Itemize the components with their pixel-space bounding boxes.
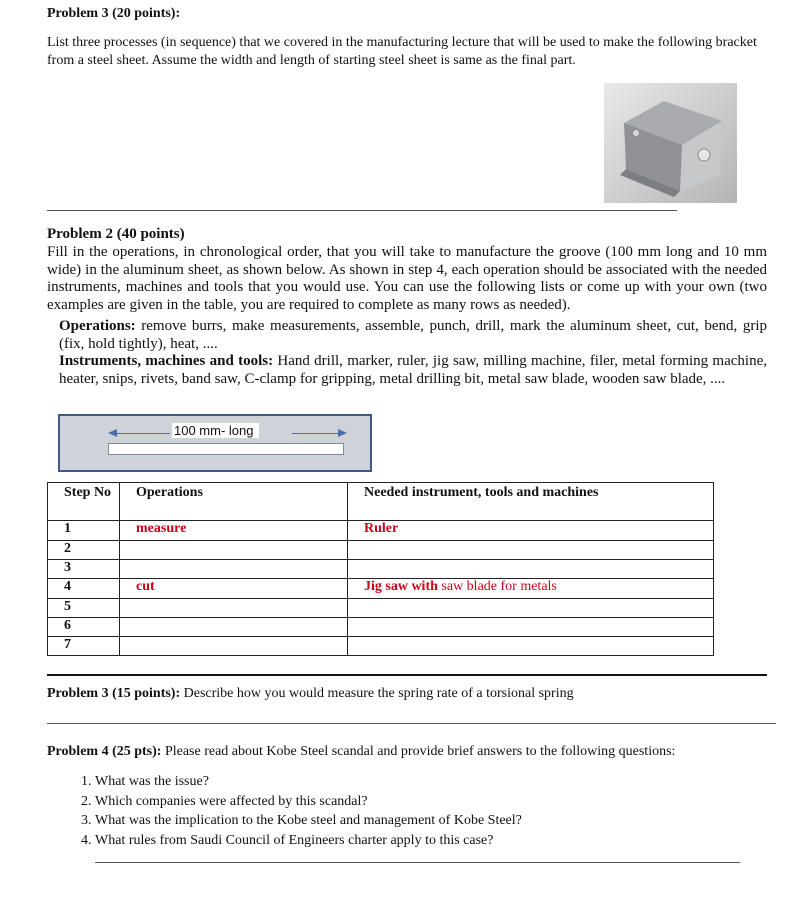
operation-cell[interactable]: cut xyxy=(120,579,348,599)
arrow-left xyxy=(110,433,170,434)
step-number: 1 xyxy=(48,521,120,541)
divider xyxy=(47,210,677,211)
table-row xyxy=(48,560,714,579)
divider xyxy=(95,862,740,863)
list-item: 2. Which companies were affected by this scandal? xyxy=(95,792,522,812)
divider xyxy=(47,723,776,724)
header-step: Step No xyxy=(48,483,120,521)
tool-cell[interactable]: Ruler xyxy=(348,521,714,541)
arrow-left-head-icon xyxy=(108,428,118,438)
header-tools: Needed instrument, tools and machines xyxy=(348,483,714,521)
table-row xyxy=(48,521,714,541)
tool-cell[interactable] xyxy=(348,560,714,579)
operation-cell[interactable]: measure xyxy=(120,521,348,541)
groove-diagram xyxy=(58,414,372,472)
table-header xyxy=(48,483,714,521)
arrow-right-head-icon xyxy=(338,428,348,438)
tools-list: Instruments, machines and tools: Hand drill, marker, ruler, jig saw, milling machine, filer, metal forming machine, heater, snips, rivets, band saw, C-clamp for gripping, metal drilling bit, metal saw blade, wooden saw blade, .... xyxy=(59,353,767,387)
operation-cell[interactable] xyxy=(120,637,348,656)
problem3: Problem 3 (15 points): Describe how you would measure the spring rate of a torsional spring xyxy=(47,686,574,701)
step-number: 3 xyxy=(48,560,120,579)
tool-cell[interactable] xyxy=(348,599,714,618)
step-number: 4 xyxy=(48,579,120,599)
groove-length-label: 100 mm- long xyxy=(172,423,259,438)
operation-cell[interactable] xyxy=(120,599,348,618)
problem2-title: Problem 2 (40 points) xyxy=(47,226,185,242)
list-item: 4. What rules from Saudi Council of Engineers charter apply to this case? xyxy=(95,831,522,851)
step-number: 7 xyxy=(48,637,120,656)
operation-cell[interactable] xyxy=(120,541,348,560)
problem3-top-title: Problem 3 (20 points): xyxy=(47,6,181,21)
tool-cell[interactable]: Jig saw with saw blade for metals xyxy=(348,579,714,599)
table-row xyxy=(48,618,714,637)
question-list xyxy=(70,772,522,850)
step-number: 5 xyxy=(48,599,120,618)
arrow-right xyxy=(292,433,344,434)
problem3-top-text: List three processes (in sequence) that we covered in the manufacturing lecture that will be used to make the following bracket from a steel sheet. Assume the width and length of starting steel sheet is same as the final part. xyxy=(47,35,757,68)
header-operations: Operations xyxy=(120,483,348,521)
operation-cell[interactable] xyxy=(120,560,348,579)
problem2-lists xyxy=(59,318,767,388)
table-row xyxy=(48,579,714,599)
table-row xyxy=(48,637,714,656)
step-number: 2 xyxy=(48,541,120,560)
table-row xyxy=(48,541,714,560)
operations-list: Operations: remove burrs, make measurements, assemble, punch, drill, mark the aluminum sheet, cut, bend, grip (fix, hold tightly), heat, .... xyxy=(59,318,767,352)
tool-cell[interactable] xyxy=(348,541,714,560)
table-row xyxy=(48,599,714,618)
operation-cell[interactable] xyxy=(120,618,348,637)
tool-cell[interactable] xyxy=(348,637,714,656)
groove-slot xyxy=(108,443,344,455)
tool-cell[interactable] xyxy=(348,618,714,637)
list-item: 1. What was the issue? xyxy=(95,772,522,792)
list-item: 3. What was the implication to the Kobe steel and management of Kobe Steel? xyxy=(95,811,522,831)
problem2-text: Fill in the operations, in chronological order, that you will take to manufacture the groove (100 mm long and 10 mm wide) in the aluminum sheet, as shown below. As shown in step 4, each operation should be associated with the needed instruments, machines and tools that you would use. You can use the following lists or come up with your own (two examples are given in the table, you are required to complete as many rows as needed). xyxy=(47,244,767,313)
step-number: 6 xyxy=(48,618,120,637)
bracket-icon xyxy=(604,83,737,203)
bracket-photo xyxy=(604,83,737,203)
divider xyxy=(47,674,767,676)
problem4: Problem 4 (25 pts): Please read about Kobe Steel scandal and provide brief answers to the following questions: xyxy=(47,744,676,759)
operations-table xyxy=(47,482,714,656)
